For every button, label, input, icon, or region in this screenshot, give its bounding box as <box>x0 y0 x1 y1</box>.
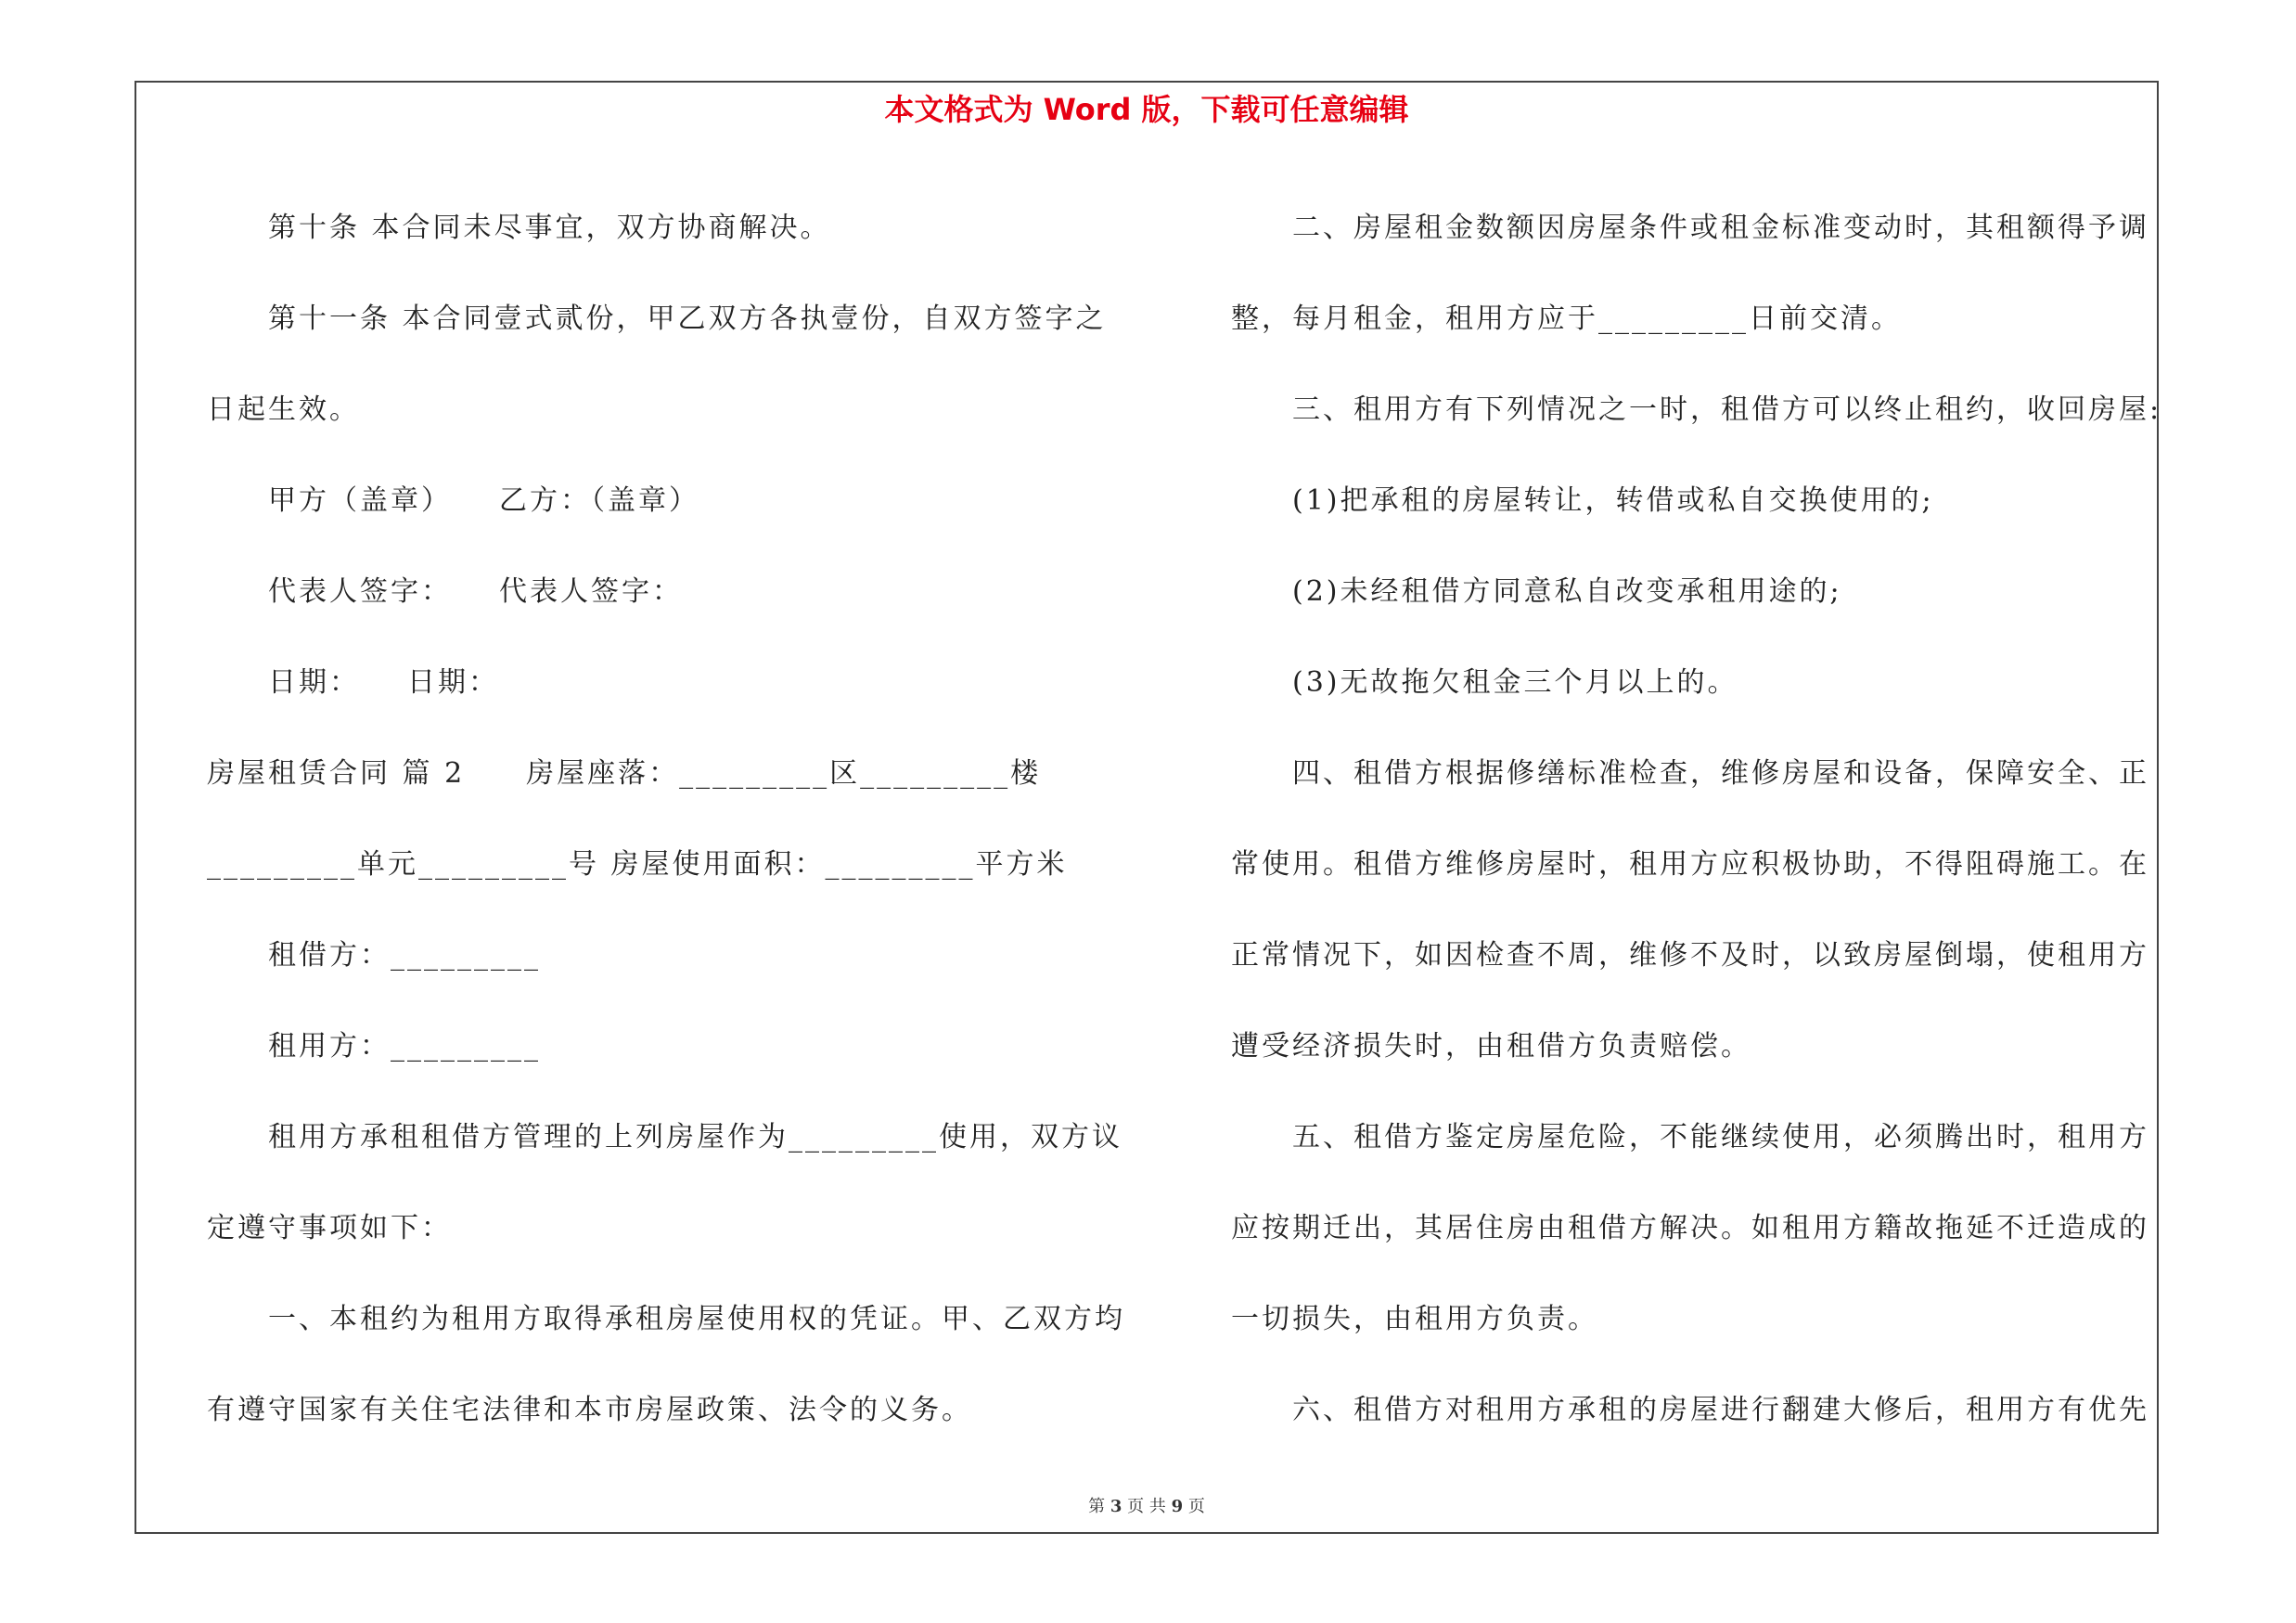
paragraph-line: 五、租借方鉴定房屋危险，不能继续使用，必须腾出时，租用方 <box>1292 1121 2149 1153</box>
document-header-notice: 本文格式为 Word 版，下载可任意编辑 <box>884 92 1409 127</box>
signature-date-line: 日期： 日期： <box>268 666 499 699</box>
paragraph-line: 整，每月租金，租用方应于_________日前交清。 <box>1231 303 1902 335</box>
signature-representative-line: 代表人签字： 代表人签字： <box>268 575 683 608</box>
paragraph-line: 第十一条 本合同壹式贰份，甲乙双方各执壹份，自双方签字之 <box>268 303 1107 335</box>
paragraph-line: 有遵守国家有关住宅法律和本市房屋政策、法令的义务。 <box>207 1394 972 1426</box>
footer-prefix: 第 <box>1088 1497 1106 1516</box>
paragraph-line: 三、租用方有下列情况之一时，租借方可以终止租约，收回房屋: <box>1292 393 2162 426</box>
left-column <box>207 183 1135 1456</box>
paragraph-line: 六、租借方对租用方承租的房屋进行翻建大修后，租用方有优先 <box>1292 1394 2149 1426</box>
paragraph-line: 二、房屋租金数额因房屋条件或租金标准变动时，其租额得予调 <box>1292 212 2149 244</box>
paragraph-line: 遭受经济损失时，由租借方负责赔偿。 <box>1231 1030 1751 1063</box>
list-item: (2)未经租借方同意私自改变承租用途的; <box>1292 575 1842 608</box>
paragraph-line: 一、本租约为租用方取得承租房屋使用权的凭证。甲、乙双方均 <box>268 1303 1125 1335</box>
paragraph-line: 定遵守事项如下： <box>207 1212 452 1244</box>
paragraph-line: 一切损失，由租用方负责。 <box>1231 1303 1598 1335</box>
paragraph-line: 第十条 本合同未尽事宜，双方协商解决。 <box>268 212 831 244</box>
paragraph-line: _________单元_________号 房屋使用面积：_________平方米 <box>207 848 1068 881</box>
list-item: (3)无故拖欠租金三个月以上的。 <box>1292 666 1738 699</box>
paragraph-line: 应按期迁出，其居住房由租借方解决。如租用方籍故拖延不迁造成的 <box>1231 1212 2149 1244</box>
paragraph-line: 正常情况下，如因检查不周，维修不及时，以致房屋倒塌，使租用方 <box>1231 939 2149 972</box>
paragraph-line: 日起生效。 <box>207 393 360 426</box>
paragraph-line: 四、租借方根据修缮标准检查，维修房屋和设备，保障安全、正 <box>1292 757 2149 790</box>
footer-middle: 页 共 <box>1127 1497 1166 1516</box>
right-column <box>1231 183 2162 1456</box>
footer-suffix: 页 <box>1187 1497 1205 1516</box>
paragraph-line: 租用方承租租借方管理的上列房屋作为_________使用，双方议 <box>268 1121 1122 1153</box>
current-page-number: 3 <box>1110 1497 1122 1516</box>
paragraph-line: 常使用。租借方维修房屋时，租用方应积极协助，不得阻碍施工。在 <box>1231 848 2149 881</box>
signature-party-line: 甲方（盖章） 乙方：（盖章） <box>268 484 699 517</box>
lessee-field: 租用方：_________ <box>268 1030 541 1063</box>
total-page-count: 9 <box>1171 1497 1184 1516</box>
page-footer <box>135 1496 2159 1518</box>
list-item: (1)把承租的房屋转让，转借或私自交换使用的; <box>1292 484 1934 517</box>
lessor-field: 租借方：_________ <box>268 939 541 972</box>
contract-section-title: 房屋租赁合同 篇 2 房屋座落：_________区_________楼 <box>207 757 1042 790</box>
